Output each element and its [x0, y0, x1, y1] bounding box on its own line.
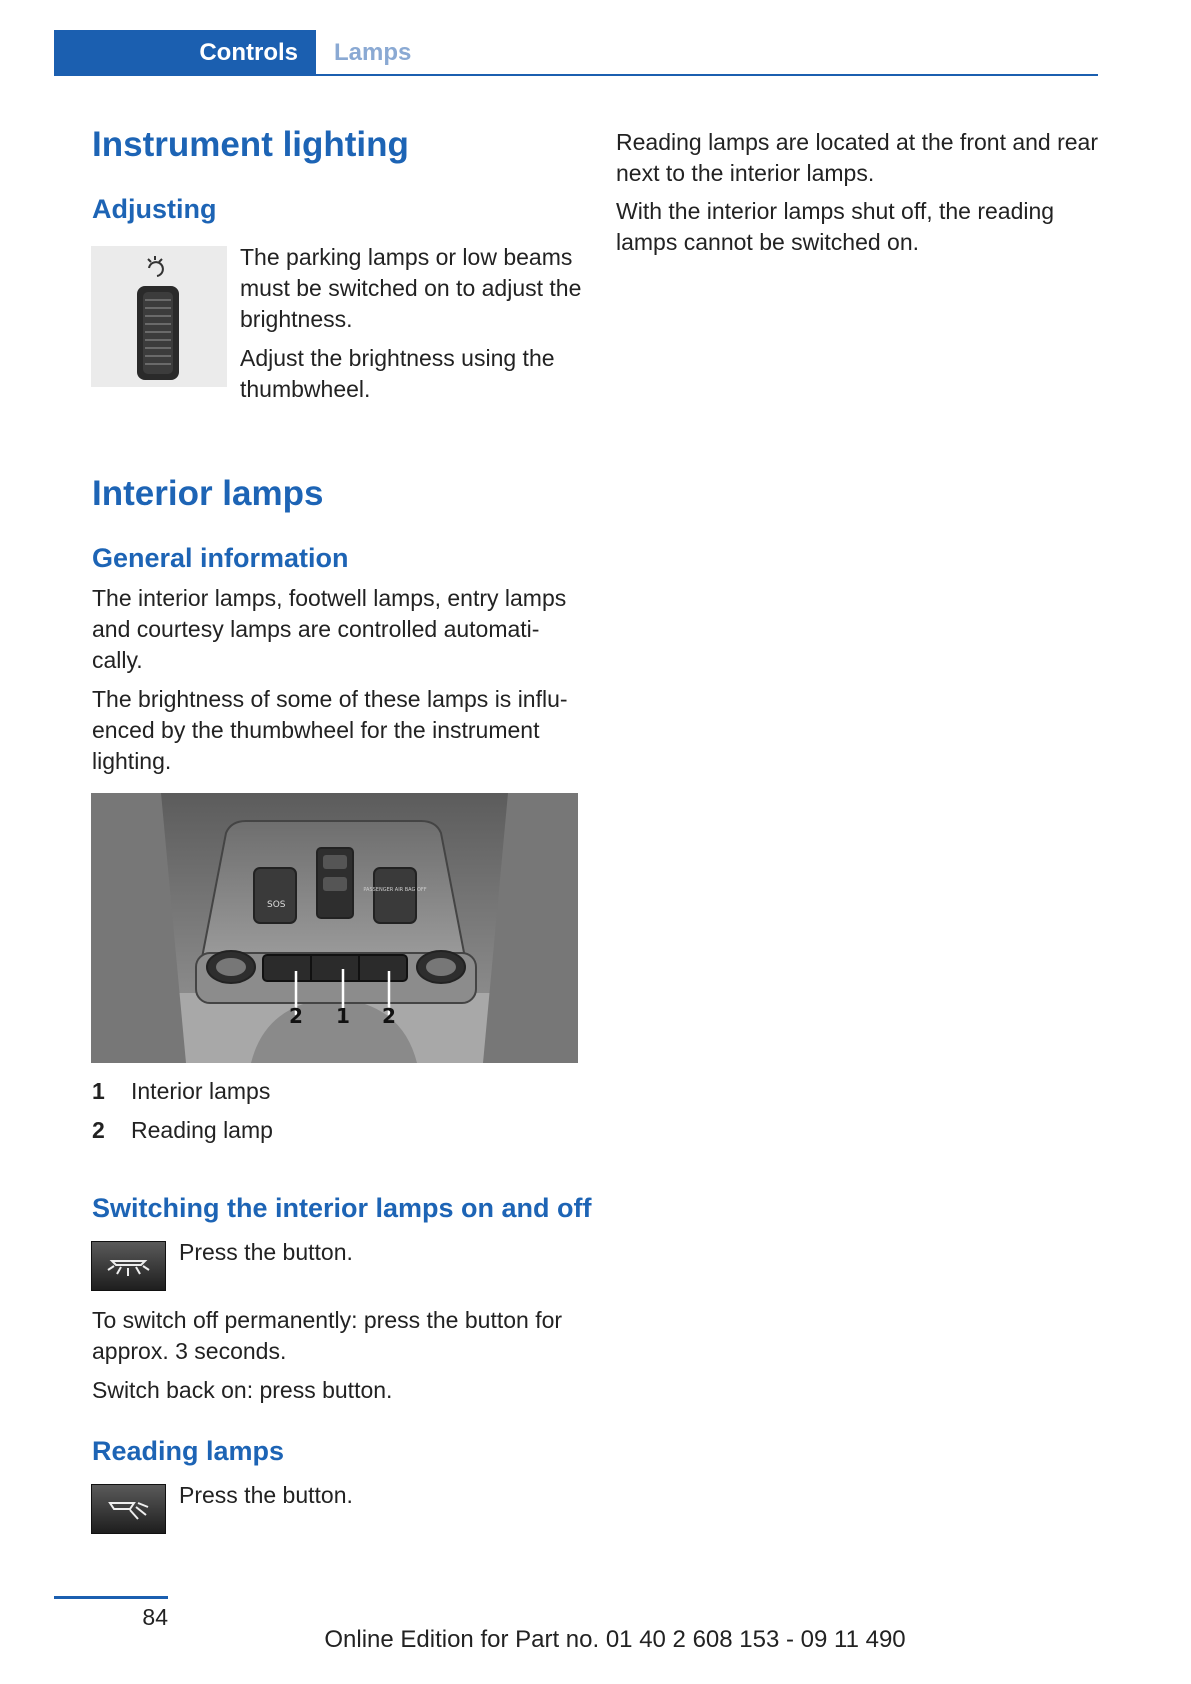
header-rule — [316, 74, 1098, 76]
switching-paragraph-1 — [92, 1305, 562, 1367]
reading-paragraph-1 — [616, 127, 1098, 189]
text-line: approx. 3 seconds. — [92, 1338, 287, 1364]
text-line: thumbwheel. — [240, 376, 371, 402]
text-line: The brightness of some of these lamps is influ‐ — [92, 686, 568, 712]
general-paragraph-2 — [92, 684, 568, 777]
text-line: Reading lamps are located at the front and rear — [616, 129, 1099, 155]
header-section-label: Controls — [199, 39, 298, 66]
switching-paragraph-2: Switch back on: press button. — [92, 1377, 393, 1403]
callout-1: 1 — [336, 1004, 350, 1028]
text-line: enced by the thumbwheel for the instrument — [92, 717, 540, 743]
instrument-lighting-title: Instrument lighting — [92, 125, 409, 164]
header-chapter-label: Lamps — [334, 39, 412, 66]
text-line: Adjust the brightness using the — [240, 345, 555, 371]
interior-lamp-button-icon — [91, 1241, 166, 1291]
switching-press-instruction: Press the button. — [179, 1239, 353, 1265]
switching-heading: Switching the interior lamps on and off — [92, 1193, 592, 1223]
text-line: lighting. — [92, 748, 172, 774]
legend-label-1: Interior lamps — [131, 1078, 271, 1104]
text-line: lamps cannot be switched on. — [616, 229, 920, 255]
legend-number-1: 1 — [92, 1078, 105, 1104]
text-line: brightness. — [240, 306, 353, 332]
footer-rule — [54, 1596, 168, 1599]
overhead-console-figure — [91, 793, 578, 1063]
text-line: next to the interior lamps. — [616, 160, 875, 186]
reading-lamps-heading: Reading lamps — [92, 1436, 285, 1466]
general-paragraph-1 — [92, 583, 566, 676]
reading-lamp-button-icon — [91, 1484, 166, 1534]
adjusting-heading: Adjusting — [92, 194, 217, 224]
text-line: and courtesy lamps are controlled automati‐ — [92, 616, 540, 642]
page-number: 84 — [142, 1604, 168, 1630]
text-line: The interior lamps, footwell lamps, entry lamps — [92, 585, 567, 611]
edition-footer: Online Edition for Part no. 01 40 2 608 153 - 09 11 490 — [324, 1626, 906, 1653]
text-line: cally. — [92, 647, 143, 673]
text-line: With the interior lamps shut off, the reading — [616, 198, 1055, 224]
adjusting-paragraph-1 — [240, 242, 581, 335]
callout-2-left: 2 — [289, 1004, 303, 1028]
reading-paragraph-2 — [616, 196, 1054, 258]
airbag-off-label: PASSENGER AIR BAG OFF — [363, 887, 427, 893]
reading-press-instruction: Press the button. — [179, 1482, 353, 1508]
interior-lamps-title: Interior lamps — [92, 474, 324, 513]
legend-number-2: 2 — [92, 1117, 105, 1143]
text-line: To switch off permanently: press the button for — [92, 1307, 563, 1333]
text-line: must be switched on to adjust the — [240, 275, 582, 301]
legend-label-2: Reading lamp — [131, 1117, 273, 1143]
callout-2-right: 2 — [382, 1004, 396, 1028]
text-line: The parking lamps or low beams — [240, 244, 573, 270]
thumbwheel-icon — [91, 246, 227, 387]
sos-label: SOS — [267, 900, 286, 910]
general-information-heading: General information — [92, 543, 349, 573]
adjusting-paragraph-2 — [240, 343, 555, 405]
